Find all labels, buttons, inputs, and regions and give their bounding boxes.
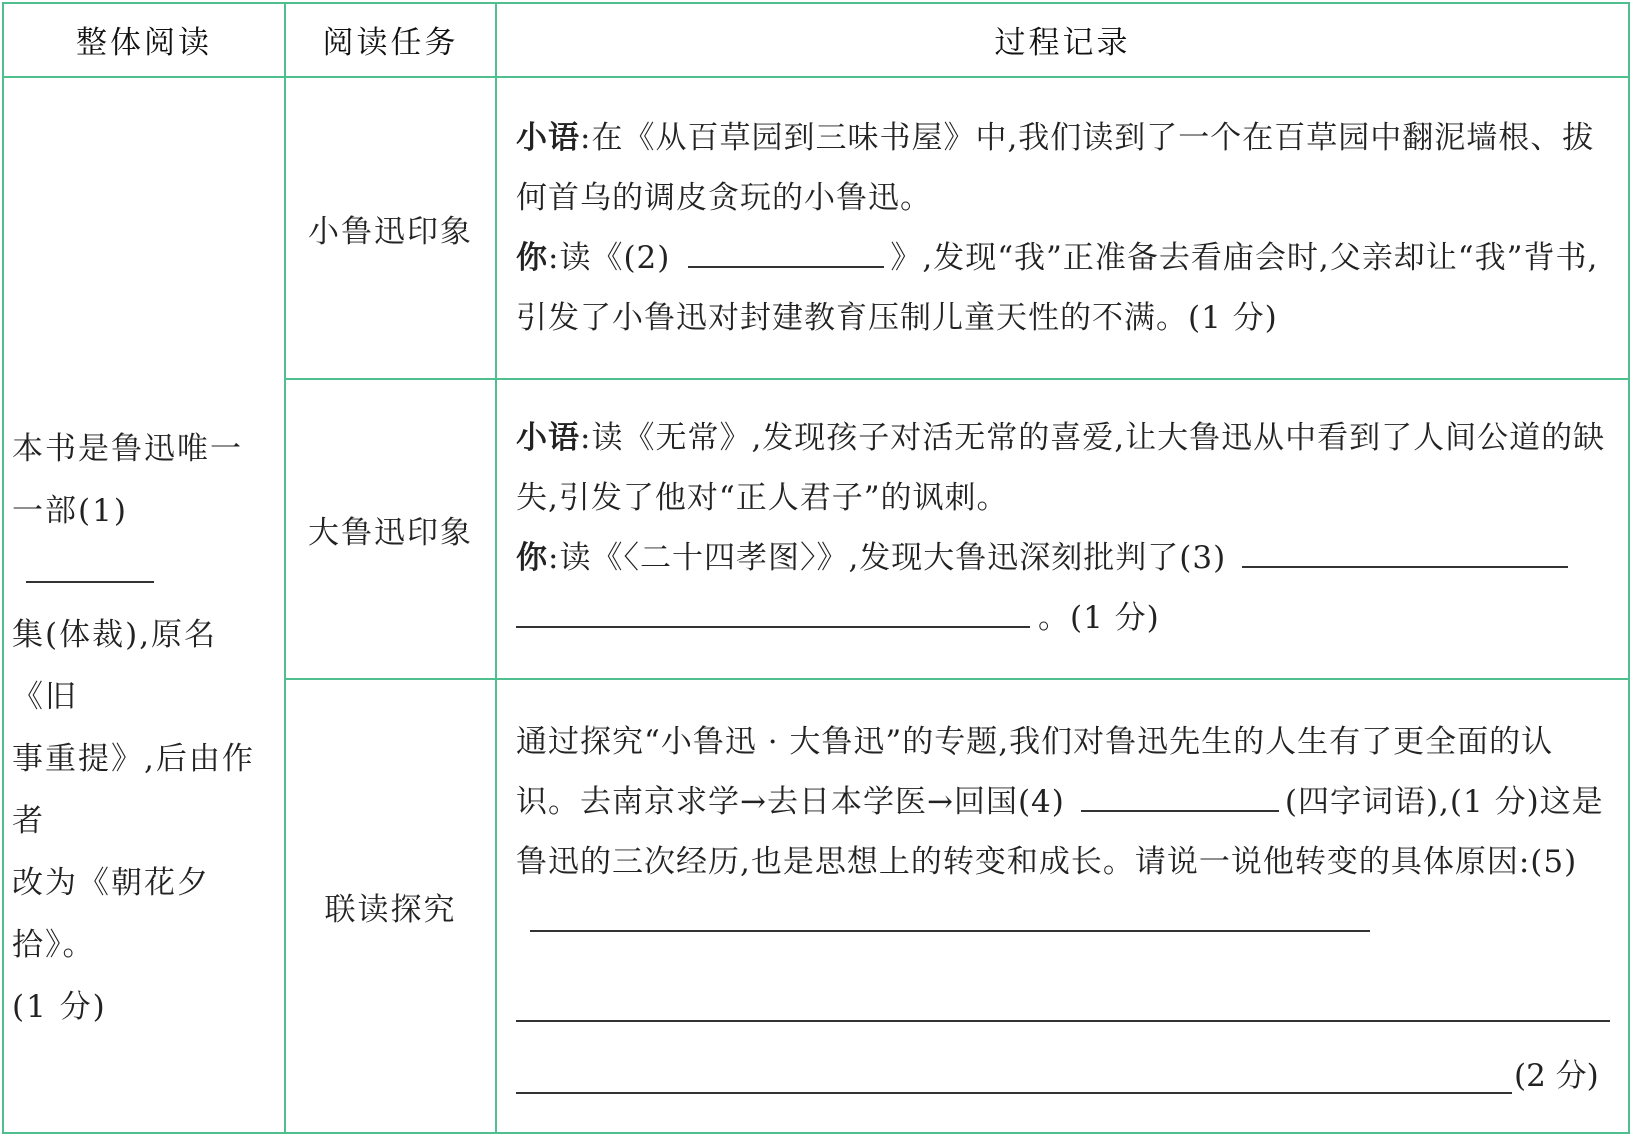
answer-line-5c[interactable] bbox=[516, 1092, 1512, 1094]
inquiry-text: 通过探究“小鲁迅 · 大鲁迅”的专题,我们对鲁迅先生的人生有了更全面的认识。去南京求学→去日本学医→回国(4) bbox=[516, 724, 1554, 820]
dialogue-text: :读《〈二十四孝图〉》,发现大鲁迅深刻批判了(3) bbox=[548, 540, 1227, 576]
task-big-luxun: 大鲁迅印象 bbox=[308, 514, 473, 551]
header-reading-task: 阅读任务 bbox=[322, 24, 459, 61]
table-border-right bbox=[1628, 2, 1630, 1134]
record-joint-reading bbox=[516, 712, 1611, 952]
whole-reading-cell bbox=[12, 418, 280, 1038]
speaker-label: 小语 bbox=[516, 120, 580, 156]
answer-blank-2[interactable] bbox=[688, 230, 884, 268]
table-border-bottom bbox=[2, 1132, 1630, 1134]
record-big-luxun bbox=[516, 408, 1611, 648]
speaker-label: 你 bbox=[516, 540, 548, 576]
speaker-label: 小语 bbox=[516, 420, 580, 456]
whole-reading-line: 改为《朝花夕拾》。 bbox=[12, 865, 210, 963]
answer-blank-1[interactable] bbox=[26, 545, 154, 583]
answer-blank-3a[interactable] bbox=[1242, 530, 1568, 568]
header-process-record: 过程记录 bbox=[994, 24, 1131, 61]
answer-blank-5a[interactable] bbox=[530, 894, 1370, 932]
dialogue-text: :读《(2) bbox=[548, 240, 671, 276]
speaker-label: 你 bbox=[516, 240, 548, 276]
whole-reading-score: (1 分) bbox=[12, 989, 107, 1025]
dialogue-xiaoyu bbox=[516, 108, 1611, 228]
answer-line-5b[interactable] bbox=[516, 1020, 1610, 1022]
dialogue-you bbox=[516, 228, 1611, 348]
whole-reading-line: 本书是鲁迅唯一 bbox=[12, 431, 243, 467]
dialogue-you bbox=[516, 528, 1611, 648]
dialogue-text: :读《无常》,发现孩子对活无常的喜爱,让大鲁迅从中看到了人间公道的缺失,引发了他对“正人君子”的讽刺。 bbox=[516, 420, 1606, 516]
dialogue-text: 。(1 分) bbox=[1038, 600, 1160, 636]
record-little-luxun bbox=[516, 108, 1611, 348]
dialogue-text: 》,发现“我”正准备去看庙会时,父亲却让“我”背书,引发了小鲁迅对封建教育压制儿童天性的不满。(1 分) bbox=[516, 240, 1599, 336]
whole-reading-line: 事重提》,后由作者 bbox=[12, 741, 255, 839]
header-whole-reading: 整体阅读 bbox=[76, 24, 212, 61]
answer-blank-4[interactable] bbox=[1081, 774, 1279, 812]
score-label: (2 分) bbox=[1514, 1058, 1599, 1094]
whole-reading-line-with-blank bbox=[12, 480, 280, 604]
answer-blank-3b[interactable] bbox=[516, 590, 1030, 628]
dialogue-text: :在《从百草园到三味书屋》中,我们读到了一个在百草园中翻泥墙根、拔何首乌的调皮贪玩的小鲁迅。 bbox=[516, 120, 1595, 216]
whole-reading-line: 集(体裁),原名《旧 bbox=[12, 617, 218, 715]
column-divider-2 bbox=[495, 2, 497, 1134]
task-little-luxun: 小鲁迅印象 bbox=[308, 213, 473, 250]
dialogue-xiaoyu bbox=[516, 408, 1611, 528]
table-border-left bbox=[2, 2, 4, 1134]
inquiry-text: (四字词语),(1 分)这是鲁迅的三次经历,也是思想上的转变和成长。请说一说他转变的具体原因:(5) bbox=[516, 784, 1604, 880]
header-divider bbox=[2, 76, 1630, 78]
task-joint-reading: 联读探究 bbox=[324, 891, 457, 928]
whole-reading-text: 一部(1) bbox=[12, 493, 128, 529]
